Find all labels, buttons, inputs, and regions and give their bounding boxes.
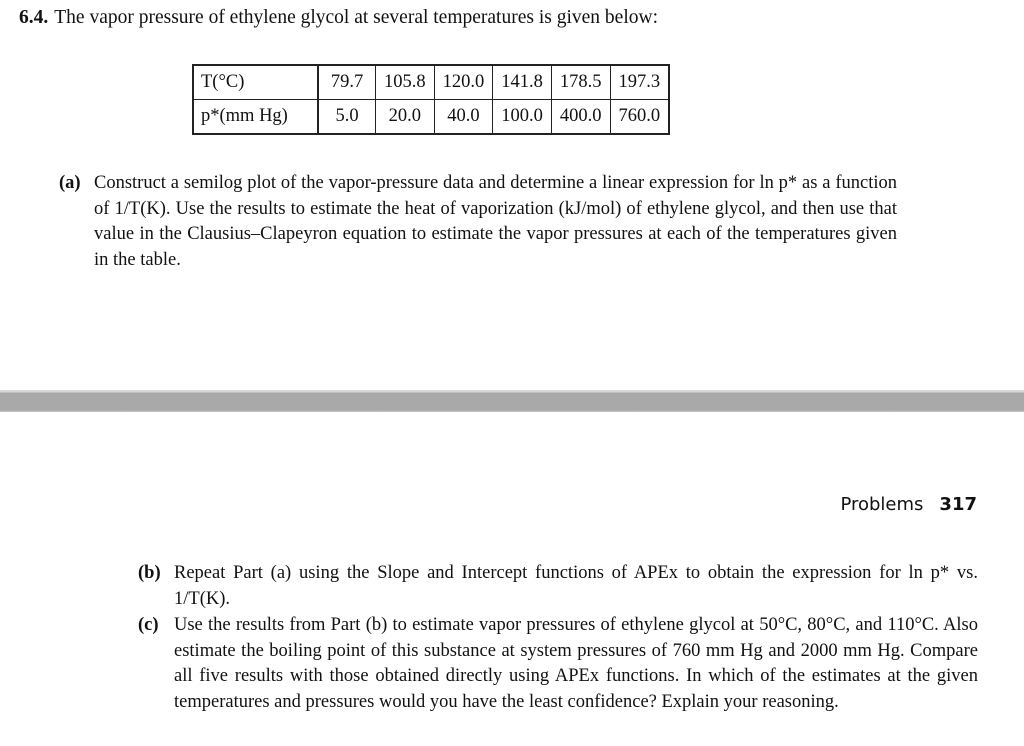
temperature-cell: 141.8 [493, 65, 552, 100]
problem-heading [19, 6, 658, 30]
pressure-cell: 400.0 [551, 100, 610, 135]
pressure-cell: 5.0 [318, 100, 376, 135]
page-number: 317 [939, 494, 977, 515]
pressure-row-label: p*(mm Hg) [193, 100, 318, 135]
temperature-cell: 197.3 [610, 65, 669, 100]
part-b-label: (b) [138, 563, 161, 583]
part-a-label: (a) [59, 173, 81, 193]
pressure-cell: 100.0 [493, 100, 552, 135]
part-c-label: (c) [138, 615, 159, 635]
temperature-cell: 79.7 [318, 65, 376, 100]
part-b [138, 561, 978, 612]
running-head-title: Problems [840, 494, 924, 515]
part-a-text: Construct a semilog plot of the vapor-pressure data and determine a linear expression for ln p* as a function of 1/T(K). Use the results to estimate the heat of vaporization (kJ/mol) of ethylene glycol, and then use that value in the Clausius–Clapeyron equation to estimate the vapor pressures at each of the temperatures given in the table. [94, 173, 897, 270]
temperature-cell: 105.8 [376, 65, 435, 100]
problem-statement: The vapor pressure of ethylene glycol at several temperatures is given below: [54, 7, 658, 28]
part-c [138, 613, 978, 715]
pressure-row [193, 100, 669, 135]
temperature-cell: 120.0 [434, 65, 493, 100]
page-break-divider [0, 390, 1024, 412]
part-b-text: Repeat Part (a) using the Slope and Intercept functions of APEx to obtain the expression for ln p* vs. 1/T(K). [174, 563, 978, 609]
pressure-cell: 760.0 [610, 100, 669, 135]
problem-number: 6.4. [19, 7, 49, 28]
part-a [59, 171, 897, 273]
temperature-cell: 178.5 [551, 65, 610, 100]
running-head [840, 494, 977, 515]
pressure-cell: 40.0 [434, 100, 493, 135]
vapor-pressure-table [192, 64, 670, 135]
temperature-row [193, 65, 669, 100]
part-c-text: Use the results from Part (b) to estimate vapor pressures of ethylene glycol at 50°C, 80°C, and 110°C. Also estimate the boiling point of this substance at system pressures of 760 mm Hg and 2000 mm Hg. Compare all five results with those obtained directly using APEx functions. In which of the estimates at the given temperatures and pressures would you have the least confidence? Explain your reasoning. [174, 615, 978, 712]
pressure-cell: 20.0 [376, 100, 435, 135]
temperature-row-label: T(°C) [193, 65, 318, 100]
